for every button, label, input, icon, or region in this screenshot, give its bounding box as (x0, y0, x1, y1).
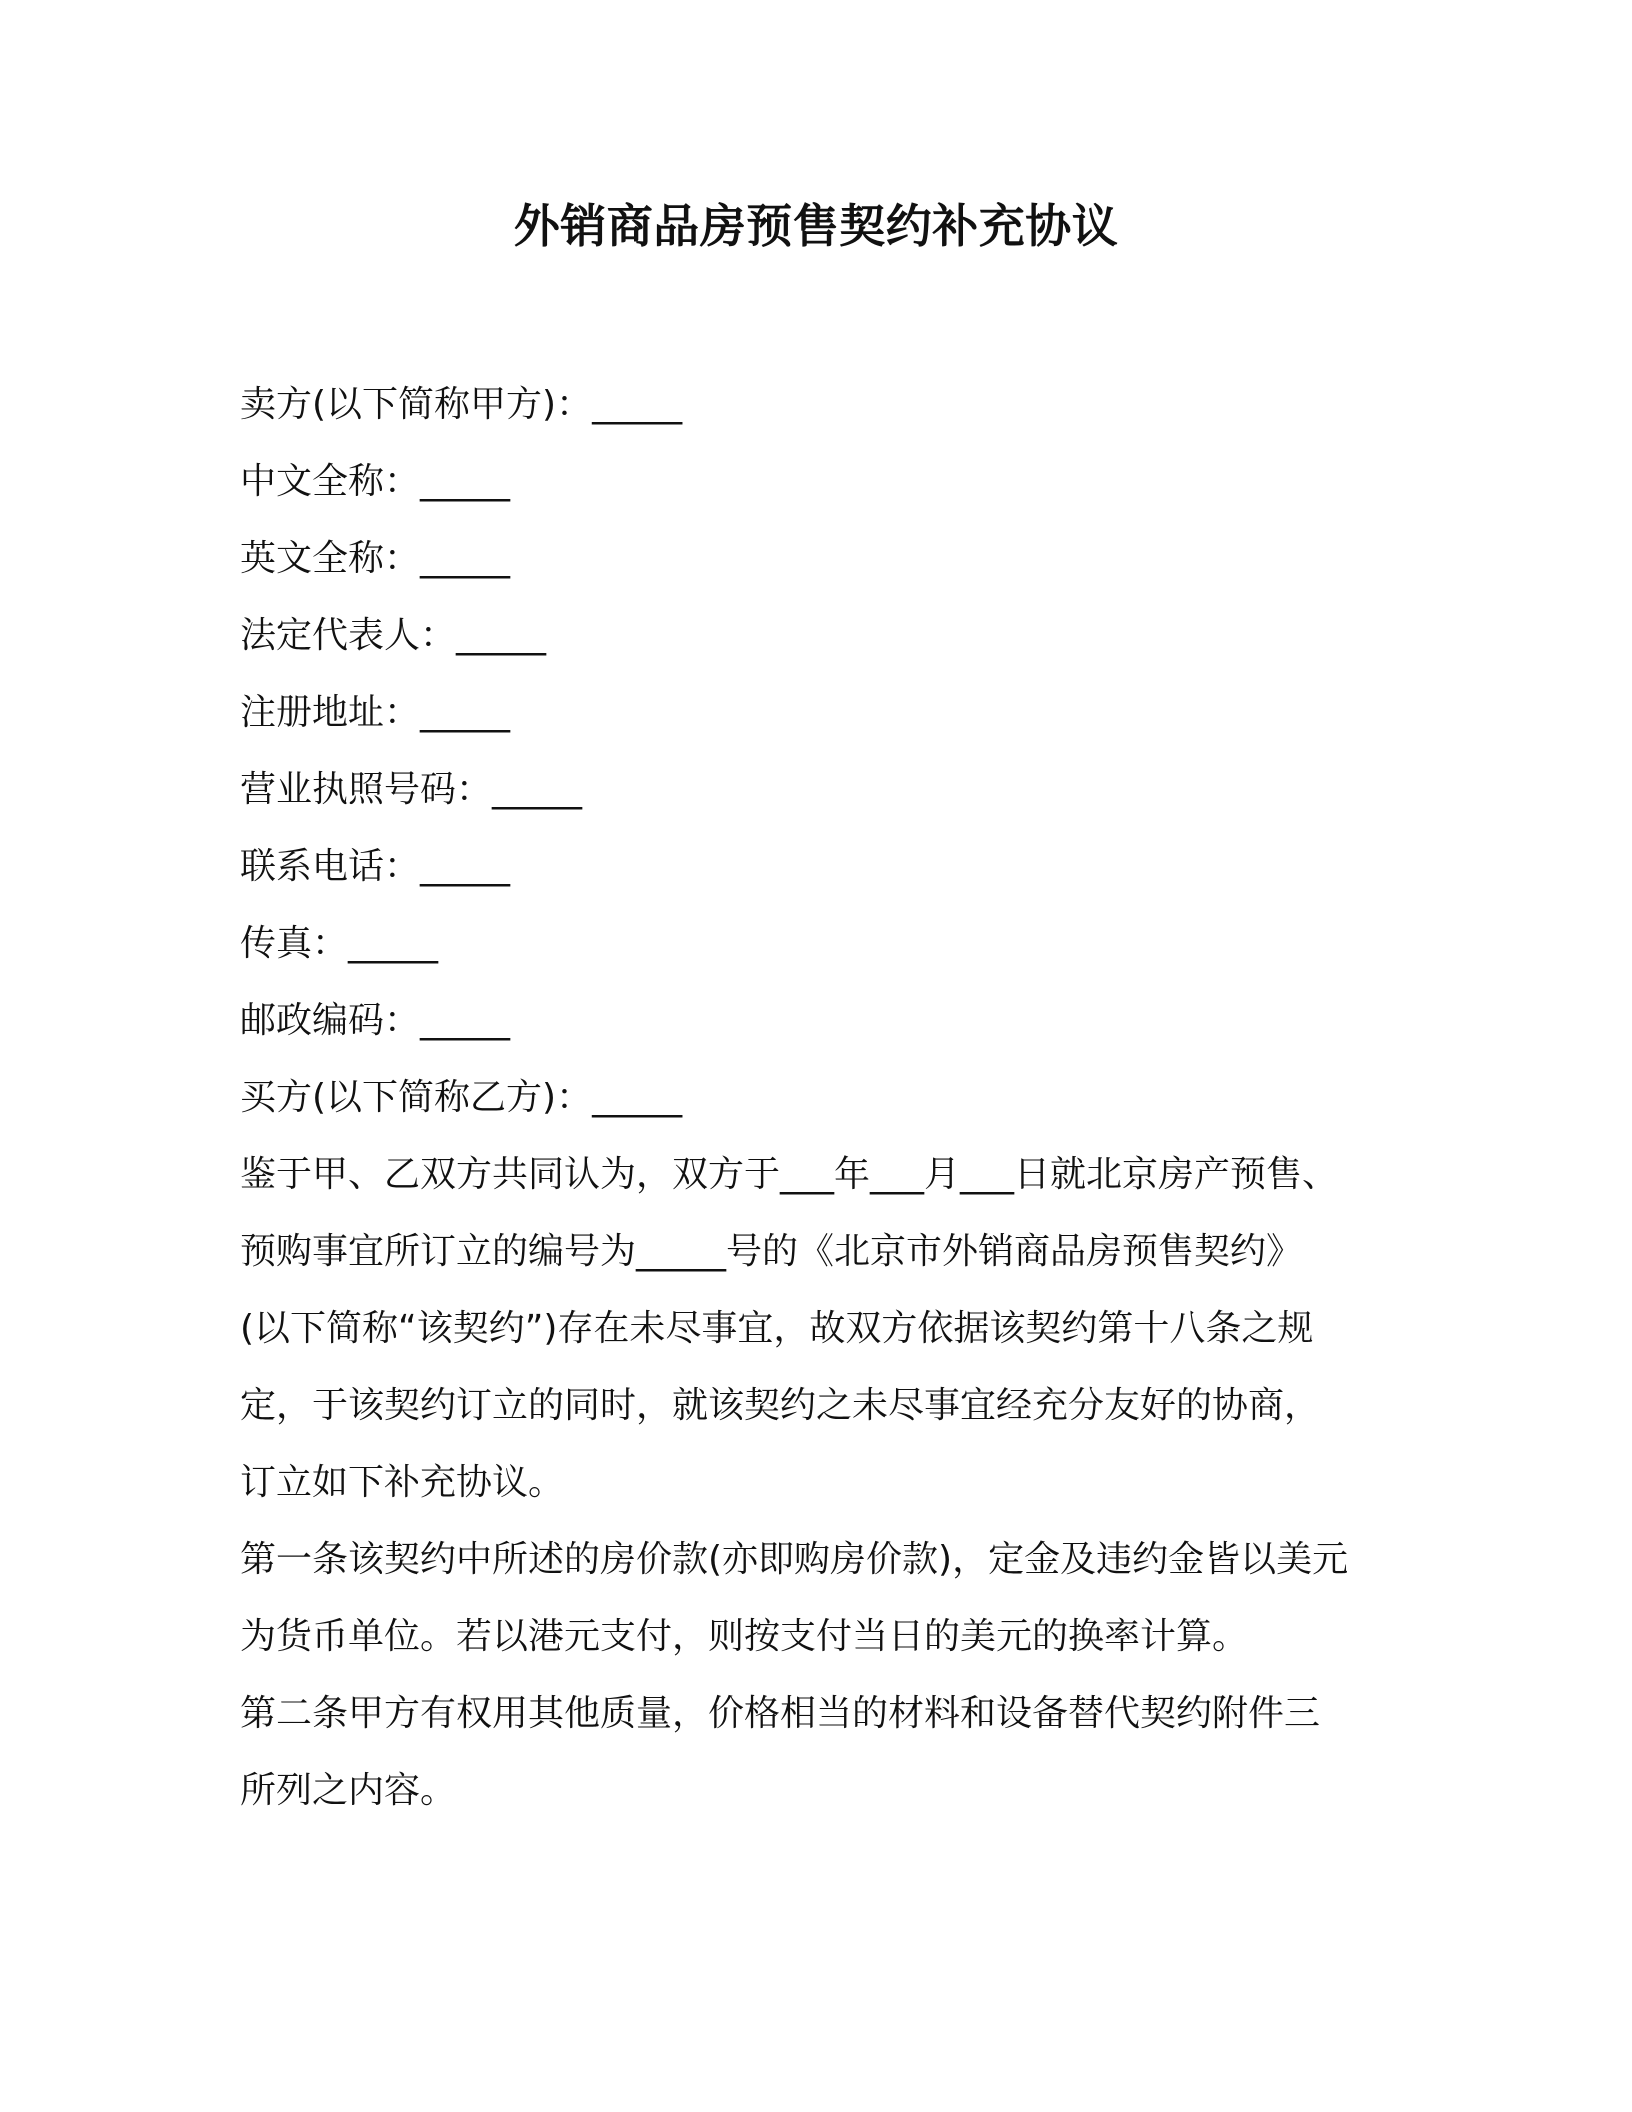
phone-line: 联系电话：_____ (240, 846, 511, 887)
preamble-line-3: (以下简称“该契约”)存在未尽事宜，故双方依据该契约第十八条之规 (240, 1308, 1314, 1349)
preamble-line-1: 鉴于甲、乙双方共同认为，双方于___年___月___日就北京房产预售、 (240, 1154, 1339, 1195)
legal-representative-line: 法定代表人：_____ (240, 615, 547, 656)
fax-line: 传真：_____ (240, 923, 439, 964)
chinese-name-line: 中文全称：_____ (240, 461, 511, 502)
document-title: 外销商品房预售契约补充协议 (513, 199, 1119, 253)
registered-address-line: 注册地址：_____ (240, 692, 511, 733)
seller-line: 卖方(以下简称甲方)：_____ (240, 384, 683, 425)
postal-code-line: 邮政编码：_____ (240, 1000, 511, 1041)
document-body (240, 366, 1400, 1829)
article-1-line-1: 第一条该契约中所述的房价款(亦即购房价款)，定金及违约金皆以美元 (240, 1539, 1349, 1580)
article-2-line-2: 所列之内容。 (240, 1770, 457, 1811)
preamble-line-4: 定，于该契约订立的同时，就该契约之未尽事宜经充分友好的协商， (240, 1385, 1321, 1426)
business-license-line: 营业执照号码：_____ (240, 769, 583, 810)
preamble-line-5: 订立如下补充协议。 (240, 1462, 565, 1503)
buyer-line: 买方(以下简称乙方)：_____ (240, 1077, 683, 1118)
preamble-line-2: 预购事宜所订立的编号为_____号的《北京市外销商品房预售契约》 (240, 1231, 1303, 1272)
article-1-line-2: 为货币单位。若以港元支付，则按支付当日的美元的换率计算。 (240, 1616, 1249, 1657)
article-2-line-1: 第二条甲方有权用其他质量，价格相当的材料和设备替代契约附件三 (240, 1693, 1321, 1734)
english-name-line: 英文全称：_____ (240, 538, 511, 579)
